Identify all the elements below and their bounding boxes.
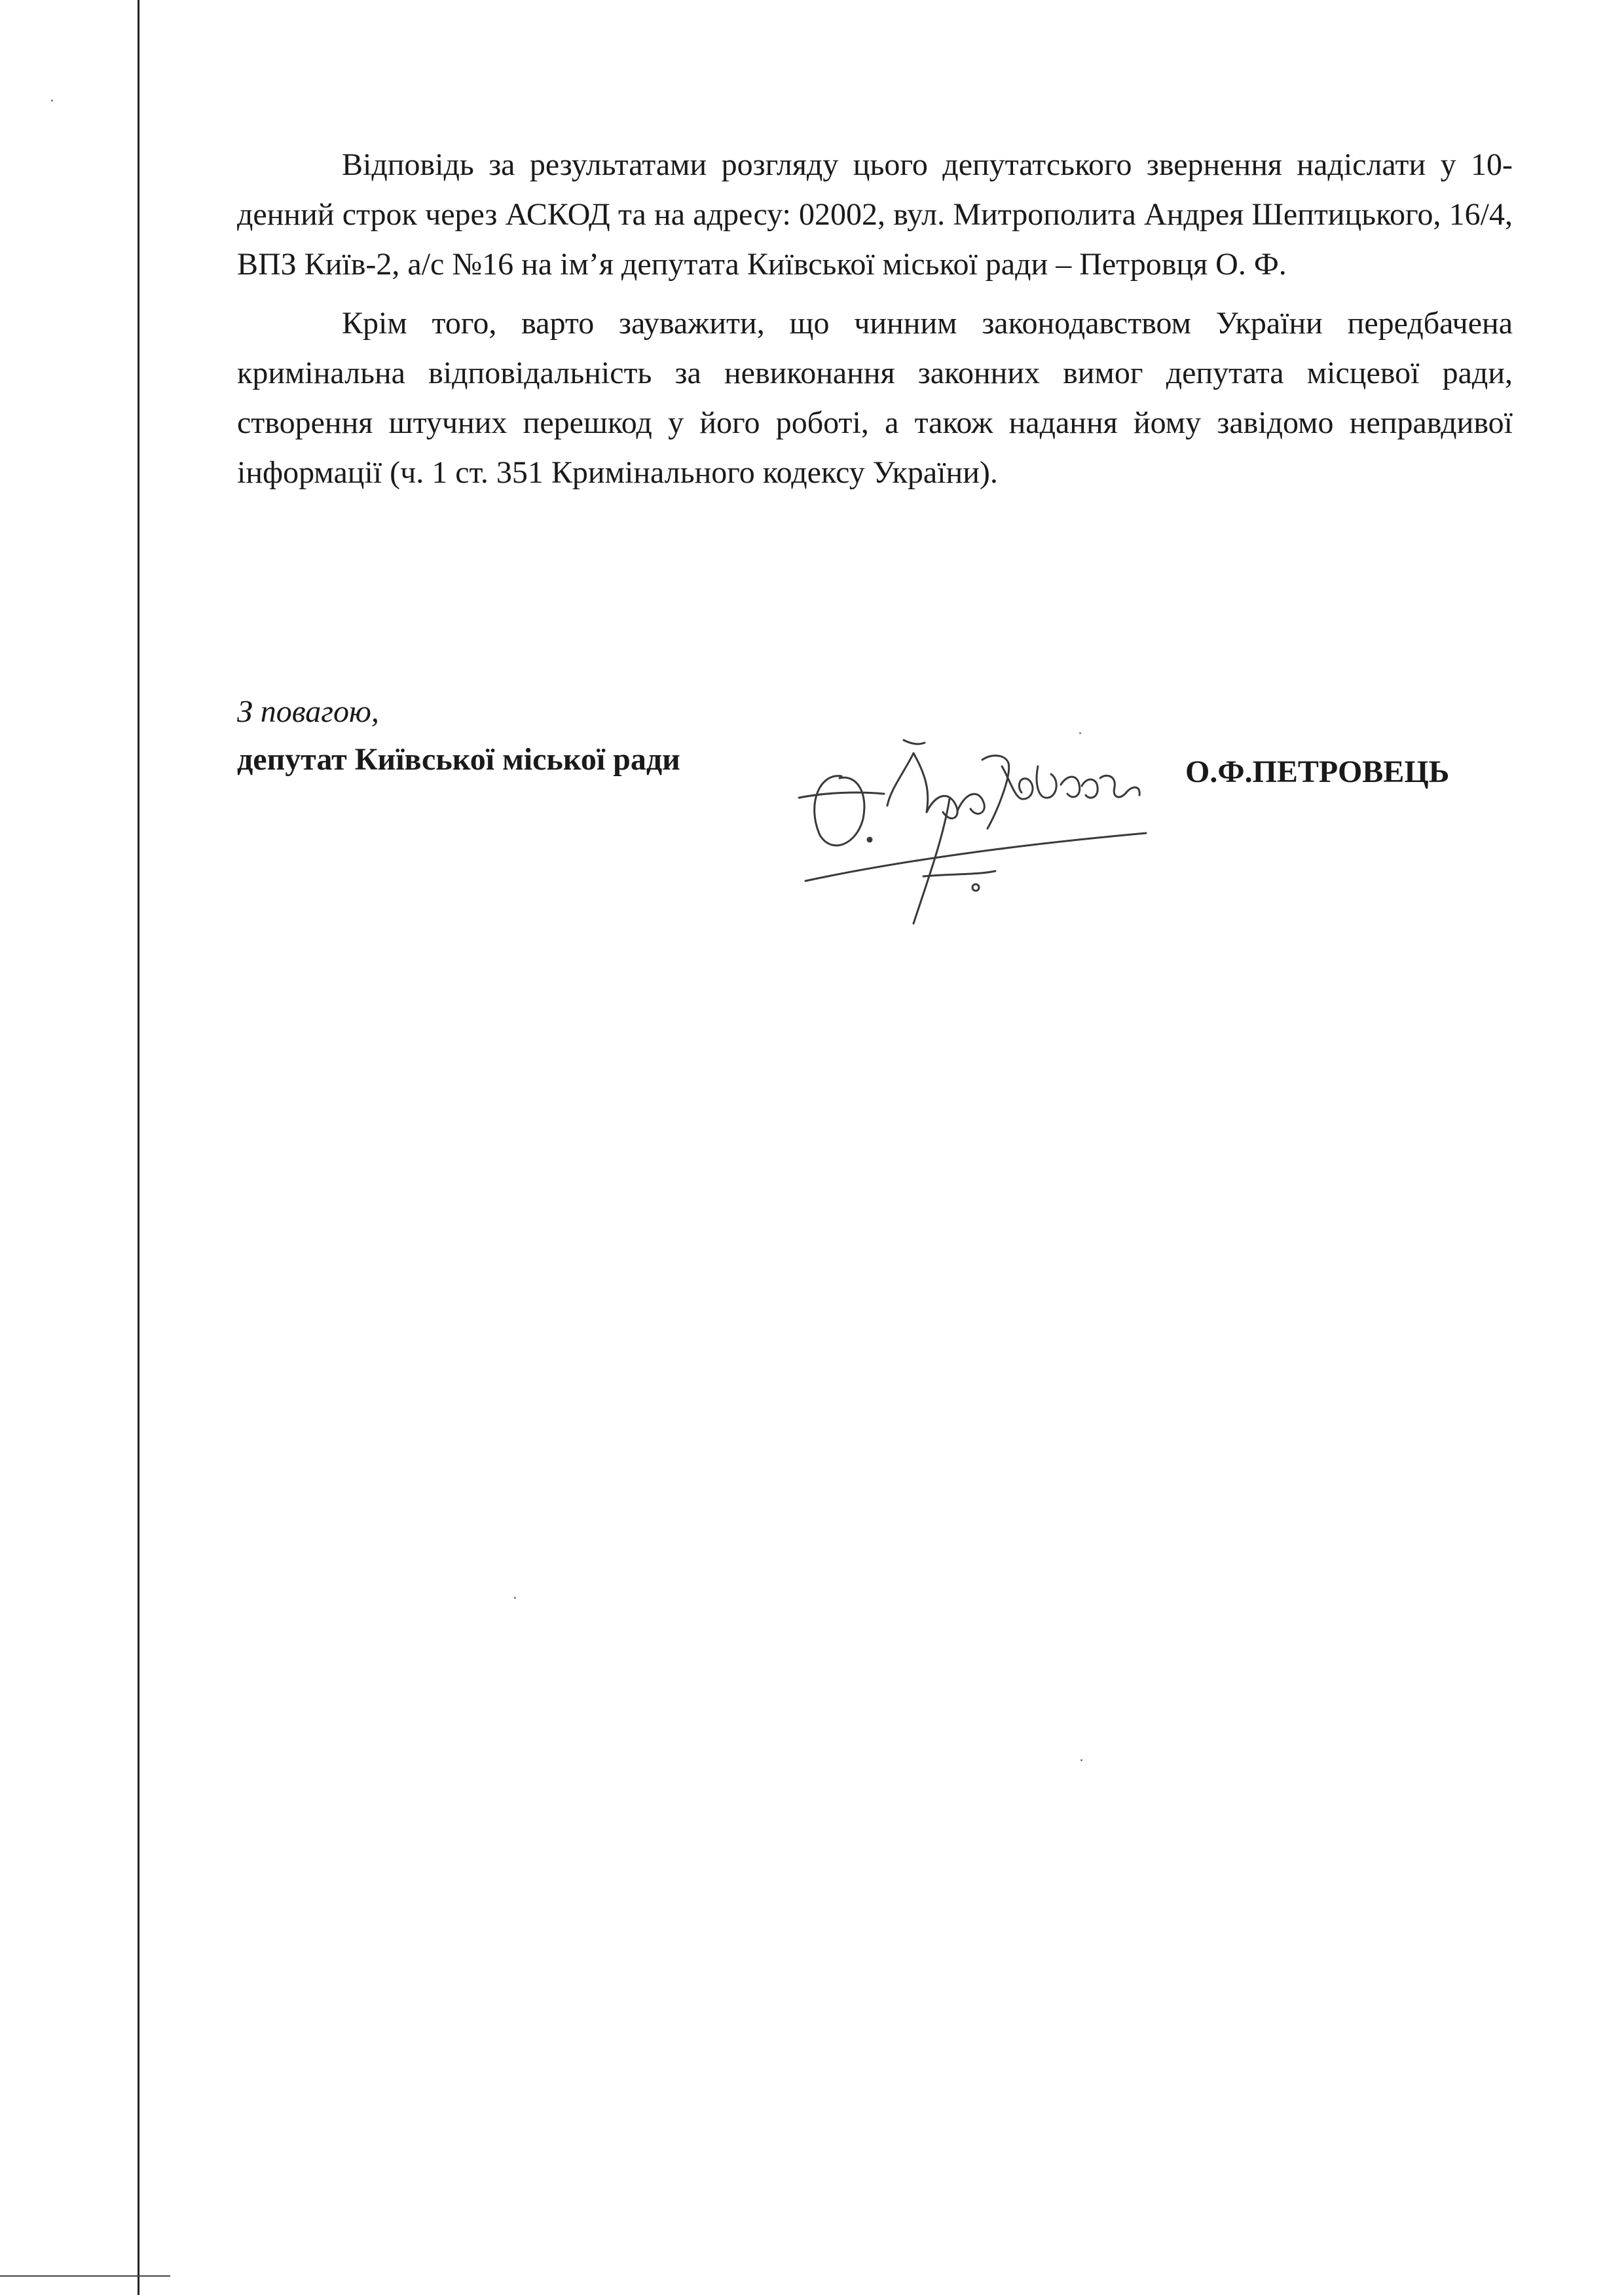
left-margin-rule <box>138 0 139 2295</box>
closing-salutation: З повагою, <box>237 694 379 729</box>
paragraph-legal-notice: Крім того, варто зауважити, що чинним законодавством України передбачена кримінальна відповідальність за невиконання законних вимог депутата місцевої ради, створення штучних перешкод у його роботі, а також надання йому завідомо неправдивої інформації (ч. 1 ст. 351 Кримінального кодексу України). <box>237 306 1513 490</box>
signatory-name: О.Ф.ПЕТРОВЕЦЬ <box>1185 755 1450 789</box>
scan-speck <box>1080 1759 1082 1761</box>
handwritten-signature <box>779 714 1185 937</box>
scan-speck <box>514 1597 516 1599</box>
signatory-position: депутат Київської міської ради <box>237 742 680 777</box>
paragraph-response-request: Відповідь за результатами розгляду цього депутатського звернення надіслати у 10-денний строк через АСКОД та на адресу: 02002, вул. Митрополита Андрея Шептицького, 16/4, ВПЗ Київ-2, а/с №16 на ім’я депутата Київської міської ради – Петровця О. Ф. <box>237 147 1513 282</box>
letter-body <box>237 140 1513 507</box>
bottom-margin-rule <box>0 2275 170 2277</box>
scan-speck <box>51 100 53 102</box>
